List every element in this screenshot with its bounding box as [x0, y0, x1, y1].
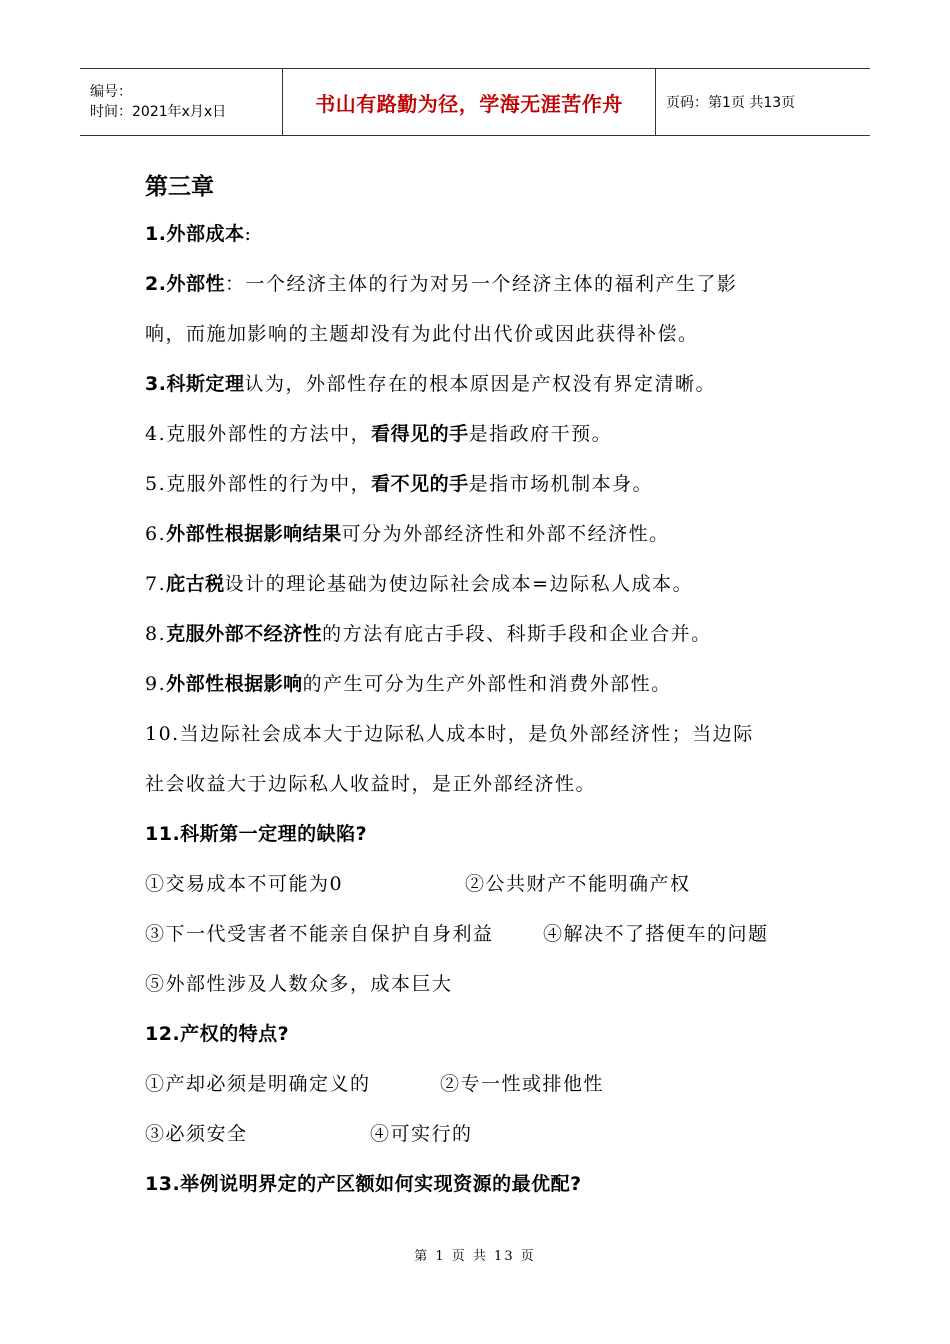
item-3: 3.科斯定理认为，外部性存在的根本原因是产权没有界定清晰。: [145, 373, 716, 395]
header-middle: [283, 69, 656, 135]
page-footer: 第 1 页 共 13 页: [414, 1249, 536, 1264]
item-9: 9.外部性根据影响的产生可分为生产外部性和消费外部性。: [145, 673, 672, 695]
header-right: [656, 69, 870, 135]
page-info: 页码：第1页 共13页: [666, 95, 796, 111]
list-item: ④可实行的: [370, 1123, 473, 1145]
item-8: 8.克服外部不经济性的方法有庇古手段、科斯手段和企业合并。: [145, 623, 712, 645]
item-1: 1.外部成本:: [145, 223, 253, 245]
item-2: 2.外部性：一个经济主体的行为对另一个经济主体的福利产生了影: [145, 273, 738, 295]
list-item: ⑤外部性涉及人数众多，成本巨大: [145, 973, 453, 995]
item-10: 10.当边际社会成本大于边际私人成本时，是负外部经济性；当边际: [145, 723, 754, 745]
item-2-cont: 响，而施加影响的主题却没有为此付出代价或因此获得补偿。: [145, 323, 699, 345]
page-header: [80, 68, 870, 136]
chapter-title: 第三章: [145, 174, 214, 200]
list-item: ①产却必须是明确定义的: [145, 1073, 371, 1095]
item-13: 13.举例说明界定的产区额如何实现资源的最优配?: [145, 1173, 582, 1195]
item-11: 11.科斯第一定理的缺陷?: [145, 823, 368, 845]
item-4: 4.克服外部性的方法中，看得见的手是指政府干预。: [145, 423, 613, 445]
header-left: [80, 69, 283, 135]
item-10-cont: 社会收益大于边际私人收益时，是正外部经济性。: [145, 773, 597, 795]
item-12: 12.产权的特点?: [145, 1023, 290, 1045]
list-item: ②公共财产不能明确产权: [465, 873, 691, 895]
list-item: ③必须安全: [145, 1123, 248, 1145]
item-5: 5.克服外部性的行为中，看不见的手是指市场机制本身。: [145, 473, 654, 495]
time-label: 时间：2021年x月x日: [90, 104, 227, 120]
list-item: ④解决不了搭便车的问题: [543, 923, 769, 945]
list-item: ①交易成本不可能为0: [145, 873, 344, 895]
item-6: 6.外部性根据影响结果可分为外部经济性和外部不经济性。: [145, 523, 670, 545]
list-item: ②专一性或排他性: [440, 1073, 605, 1095]
motto: 书山有路勤为径，学海无涯苦作舟: [315, 91, 623, 116]
item-7: 7.庇古税设计的理论基础为使边际社会成本=边际私人成本。: [145, 573, 694, 595]
list-item: ③下一代受害者不能亲自保护自身利益: [145, 923, 494, 945]
number-label: 编号：: [90, 84, 132, 100]
